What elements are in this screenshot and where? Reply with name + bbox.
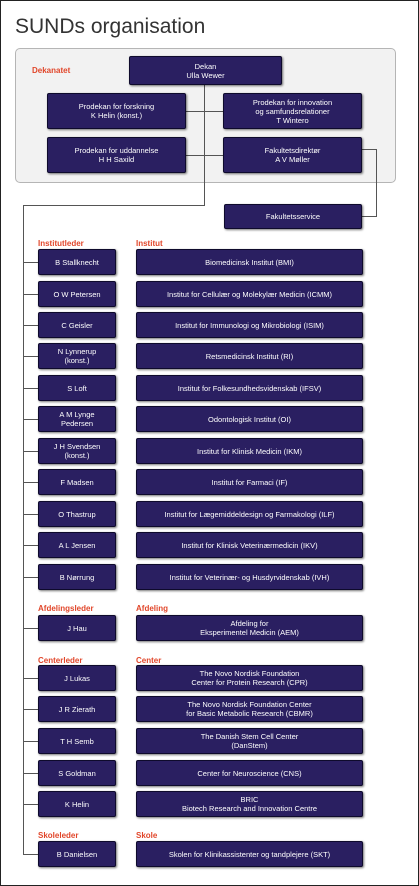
section-header-unit: Afdeling: [136, 604, 168, 613]
connector-line: [23, 451, 38, 452]
connector-line: [23, 628, 38, 629]
unit-box[interactable]: Skolen for Klinikassistenter og tandplejere (SKT): [136, 841, 363, 867]
leader-box[interactable]: J Lukas: [38, 665, 116, 691]
leader-box[interactable]: J Hau: [38, 615, 116, 641]
unit-box[interactable]: Afdeling for Eksperimentel Medicin (AEM): [136, 615, 363, 641]
section-header-unit: Center: [136, 656, 162, 665]
connector-line: [23, 854, 38, 855]
leader-box[interactable]: A L Jensen: [38, 532, 116, 558]
section-header-unit: Skole: [136, 831, 158, 840]
leader-box[interactable]: A M Lynge Pedersen: [38, 406, 116, 432]
leader-box[interactable]: S Loft: [38, 375, 116, 401]
unit-box[interactable]: Institut for Farmaci (IF): [136, 469, 363, 495]
unit-box[interactable]: Institut for Lægemiddeldesign og Farmakologi (ILF): [136, 501, 363, 527]
leader-box[interactable]: O W Petersen: [38, 281, 116, 307]
connector-line: [204, 85, 205, 206]
connector-line: [23, 678, 38, 679]
connector-line: [23, 577, 38, 578]
connector-line: [23, 804, 38, 805]
unit-box[interactable]: The Danish Stem Cell Center (DanStem): [136, 728, 363, 754]
section-header-leader: Afdelingsleder: [38, 604, 94, 613]
leader-box[interactable]: S Goldman: [38, 760, 116, 786]
section-header-leader: Centerleder: [38, 656, 83, 665]
leader-box[interactable]: C Geisler: [38, 312, 116, 338]
leader-box[interactable]: N Lynnerup (konst.): [38, 343, 116, 369]
page-title: SUNDs organisation: [15, 15, 206, 38]
connector-line: [23, 205, 24, 854]
connector-line: [23, 388, 38, 389]
section-header-unit: Institut: [136, 239, 163, 248]
unit-box[interactable]: BRIC Biotech Research and Innovation Centre: [136, 791, 363, 817]
unit-box[interactable]: Retsmedicinsk Institut (RI): [136, 343, 363, 369]
connector-line: [23, 356, 38, 357]
leader-box[interactable]: B Nørrung: [38, 564, 116, 590]
unit-box[interactable]: The Novo Nordisk Foundation Center for Basic Metabolic Research (CBMR): [136, 696, 363, 722]
connector-line: [23, 482, 38, 483]
leader-box[interactable]: T H Semb: [38, 728, 116, 754]
leader-box[interactable]: K Helin: [38, 791, 116, 817]
leader-box[interactable]: J R Zierath: [38, 696, 116, 722]
leader-box[interactable]: J H Svendsen (konst.): [38, 438, 116, 464]
unit-box[interactable]: The Novo Nordisk Foundation Center for Protein Research (CPR): [136, 665, 363, 691]
connector-line: [186, 111, 223, 112]
prodekan-innovation-box[interactable]: Prodekan for innovation og samfundsrelationer T Wintero: [223, 93, 362, 129]
connector-line: [362, 149, 377, 150]
connector-line: [23, 741, 38, 742]
connector-line: [23, 419, 38, 420]
section-header-leader: Institutleder: [38, 239, 84, 248]
connector-line: [23, 262, 38, 263]
unit-box[interactable]: Odontologisk Institut (OI): [136, 406, 363, 432]
prodekan-forskning-box[interactable]: Prodekan for forskning K Helin (konst.): [47, 93, 186, 129]
connector-line: [23, 325, 38, 326]
connector-line: [23, 294, 38, 295]
connector-line: [186, 155, 223, 156]
connector-line: [23, 205, 205, 206]
unit-box[interactable]: Institut for Veterinær- og Husdyrvidenskab (IVH): [136, 564, 363, 590]
fakultetsdirektor-box[interactable]: Fakultetsdirektør A V Møller: [223, 137, 362, 173]
unit-box[interactable]: Biomedicinsk Institut (BMI): [136, 249, 363, 275]
connector-line: [23, 514, 38, 515]
connector-line: [23, 773, 38, 774]
unit-box[interactable]: Institut for Cellulær og Molekylær Medicin (ICMM): [136, 281, 363, 307]
unit-box[interactable]: Institut for Klinisk Veterinærmedicin (IKV): [136, 532, 363, 558]
unit-box[interactable]: Institut for Immunologi og Mikrobiologi (ISIM): [136, 312, 363, 338]
unit-box[interactable]: Institut for Folkesundhedsvidenskab (IFSV): [136, 375, 363, 401]
unit-box[interactable]: Center for Neuroscience (CNS): [136, 760, 363, 786]
dekanat-label: Dekanatet: [32, 66, 71, 75]
connector-line: [376, 149, 377, 216]
fakultetsservice-box[interactable]: Fakultetsservice: [224, 204, 362, 229]
prodekan-uddannelse-box[interactable]: Prodekan for uddannelse H H Saxild: [47, 137, 186, 173]
leader-box[interactable]: B Stallknecht: [38, 249, 116, 275]
unit-box[interactable]: Institut for Klinisk Medicin (IKM): [136, 438, 363, 464]
connector-line: [23, 709, 38, 710]
leader-box[interactable]: O Thastrup: [38, 501, 116, 527]
leader-box[interactable]: B Danielsen: [38, 841, 116, 867]
connector-line: [23, 545, 38, 546]
connector-line: [362, 216, 377, 217]
leader-box[interactable]: F Madsen: [38, 469, 116, 495]
section-header-leader: Skoleleder: [38, 831, 79, 840]
dekan-box[interactable]: Dekan Ulla Wewer: [129, 56, 282, 85]
